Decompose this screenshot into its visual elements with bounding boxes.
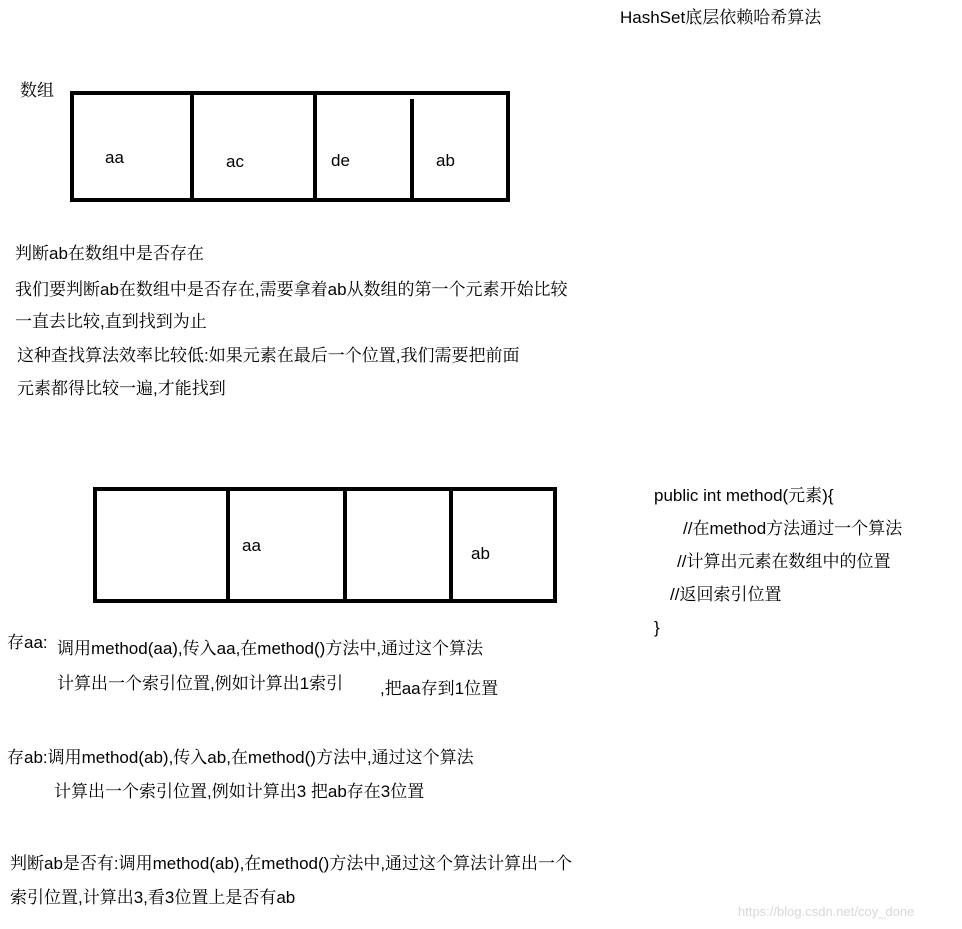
array-divider [449,491,453,599]
diagram-title: HashSet底层依赖哈希算法 [620,8,822,27]
array-divider [343,491,347,599]
store-aa-line: ,把aa存到1位置 [380,679,499,698]
array-cell: de [331,151,350,170]
check-ab-line: 判断ab是否有:调用method(ab),在method()方法中,通过这个算法计算出一个 [10,854,573,873]
array-divider [190,95,194,198]
store-aa-label: 存aa: [7,633,48,652]
array-divider [313,95,317,198]
code-line: //返回索引位置 [670,585,782,604]
array-1 [70,91,510,202]
store-ab-line: 存ab:调用method(ab),传入ab,在method()方法中,通过这个算法 [7,748,474,767]
array-cell: ab [436,151,455,170]
array-label: 数组 [20,81,54,100]
store-ab-line: 计算出一个索引位置,例如计算出3 把ab存在3位置 [54,782,425,801]
array-cell: aa [105,148,124,167]
code-line: //计算出元素在数组中的位置 [677,552,891,571]
code-line: public int method(元素){ [654,486,834,505]
store-aa-line: 计算出一个索引位置,例如计算出1索引 [57,674,344,693]
check-ab-line: 索引位置,计算出3,看3位置上是否有ab [10,888,296,907]
watermark: https://blog.csdn.net/coy_done [738,904,915,919]
code-line: //在method方法通过一个算法 [683,519,903,538]
array-divider [226,491,230,599]
store-aa-line: 调用method(aa),传入aa,在method()方法中,通过这个算法 [57,639,484,658]
array-cell: ab [471,544,490,563]
array-divider [410,99,414,198]
paragraph-line: 元素都得比较一遍,才能找到 [17,379,226,398]
paragraph-line: 判断ab在数组中是否存在 [15,244,204,263]
paragraph-line: 我们要判断ab在数组中是否存在,需要拿着ab从数组的第一个元素开始比较 [15,280,568,299]
paragraph-line: 这种查找算法效率比较低:如果元素在最后一个位置,我们需要把前面 [17,346,520,365]
array-cell: ac [226,152,244,171]
paragraph-line: 一直去比较,直到找到为止 [15,312,207,331]
array-cell: aa [242,536,261,555]
code-line: } [654,618,660,637]
array-2 [93,487,557,603]
